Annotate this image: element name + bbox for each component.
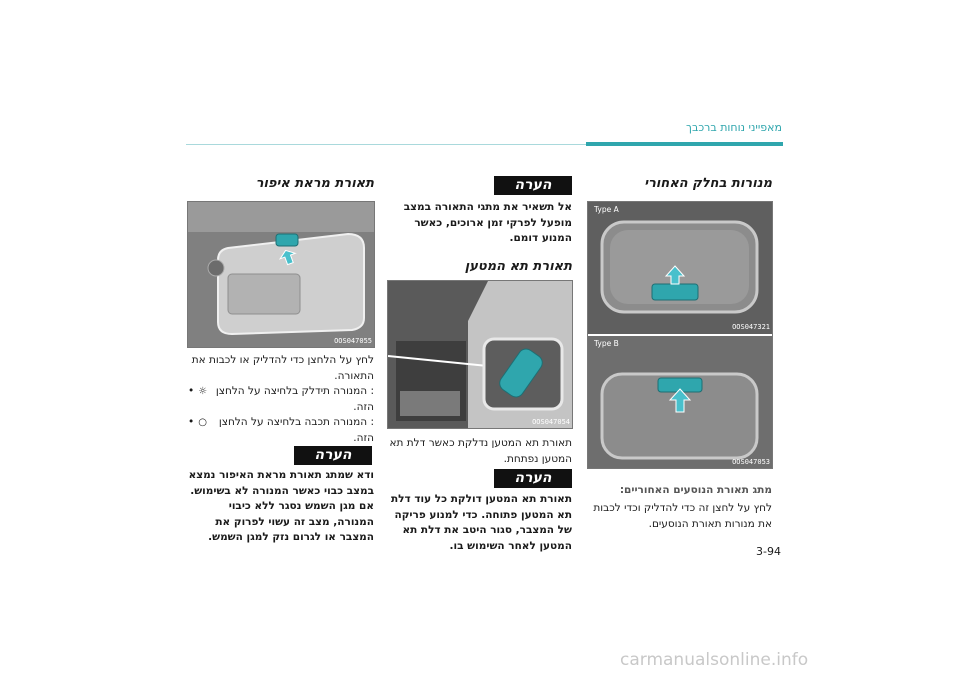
header-rule-thick [586, 142, 783, 146]
rear-lamp-figure [587, 201, 773, 469]
type-a-label: Type A [594, 205, 619, 214]
caution-text-3: ודא שמתג תאורת מראת האיפור נמצא במצב כבוי כאשר המנורה לא בשימוש. אם מגן השמש נסגר ללא כיבוי המנורה, מצב זה עשוי לפרוק את המצבר או לגרום נזק למגן השמש. [188, 469, 374, 543]
cargo-light-text: תאורת תא המטען נדלקת כאשר דלת תא המטען נפתחת. [389, 437, 572, 465]
caution-badge-1: הערה [494, 176, 572, 195]
caution-badge-2: הערה [494, 469, 572, 488]
caution-text-2: תאורת תא המטען דולקת כל עוד דלת תא המטען פתוחה. כדי למנוע פריקה של המצבר, סגור היטב את דלת תא המטען לאחר השימוש בו. [390, 493, 572, 552]
vanity-bullet-on-text: : המנורה תידלק בלחיצה על הלחצן הזה. [215, 385, 374, 413]
header-rule-thin [186, 144, 586, 145]
caution-text-1: אל תשאיר את מתגי התאורה במצב מופעל לפרקי זמן ארוכים, כאשר המנוע דומם. [403, 201, 572, 244]
vanity-bullet-off [188, 415, 374, 446]
vanity-bullet-on [188, 384, 374, 415]
watermark: carmanualsonline.info [620, 650, 809, 670]
cargo-light-illustration [388, 281, 572, 428]
bullet-dot-icon: • [188, 385, 195, 397]
rear-lamps-heading: מנורות בחלק האחורי [644, 176, 772, 191]
cargo-figure-code: OOS047054 [532, 418, 570, 426]
vanity-figure-code: OOS047055 [334, 337, 372, 345]
caution-badge-3: הערה [294, 446, 372, 465]
vanity-light-text: לחץ על הלחצן כדי להדליק או לכבות את התאורה. [191, 354, 374, 382]
vanity-bullet-off-text: : המנורה תכבה בלחיצה על הלחצן הזה. [218, 416, 374, 444]
cargo-light-heading: תאורת תא המטען [464, 259, 572, 274]
type-b-code: OOS047053 [732, 458, 770, 466]
vanity-light-figure [187, 201, 375, 348]
type-b-label: Type B [594, 339, 619, 348]
passenger-switch-text: לחץ על לחצן זה כדי להדליק וכדי לכבות את מנורות תאורת הנוסעים. [593, 502, 772, 530]
cargo-light-figure [387, 280, 573, 429]
light-off-icon: ○ [198, 417, 207, 428]
type-a-code: OOS047321 [732, 323, 770, 331]
vanity-light-illustration [188, 202, 374, 347]
passenger-switch-heading: מתג תאורת הנוסעים האחוריים: [619, 484, 772, 496]
vanity-light-heading: תאורת מראת איפור [255, 176, 374, 191]
section-title: מאפייני נוחות ברכבך [686, 121, 782, 134]
rear-lamp-illustration [588, 202, 772, 468]
page-number: 3-94 [756, 545, 781, 558]
light-on-icon: ☼ [198, 386, 208, 397]
bullet-dot-icon: • [188, 416, 195, 428]
